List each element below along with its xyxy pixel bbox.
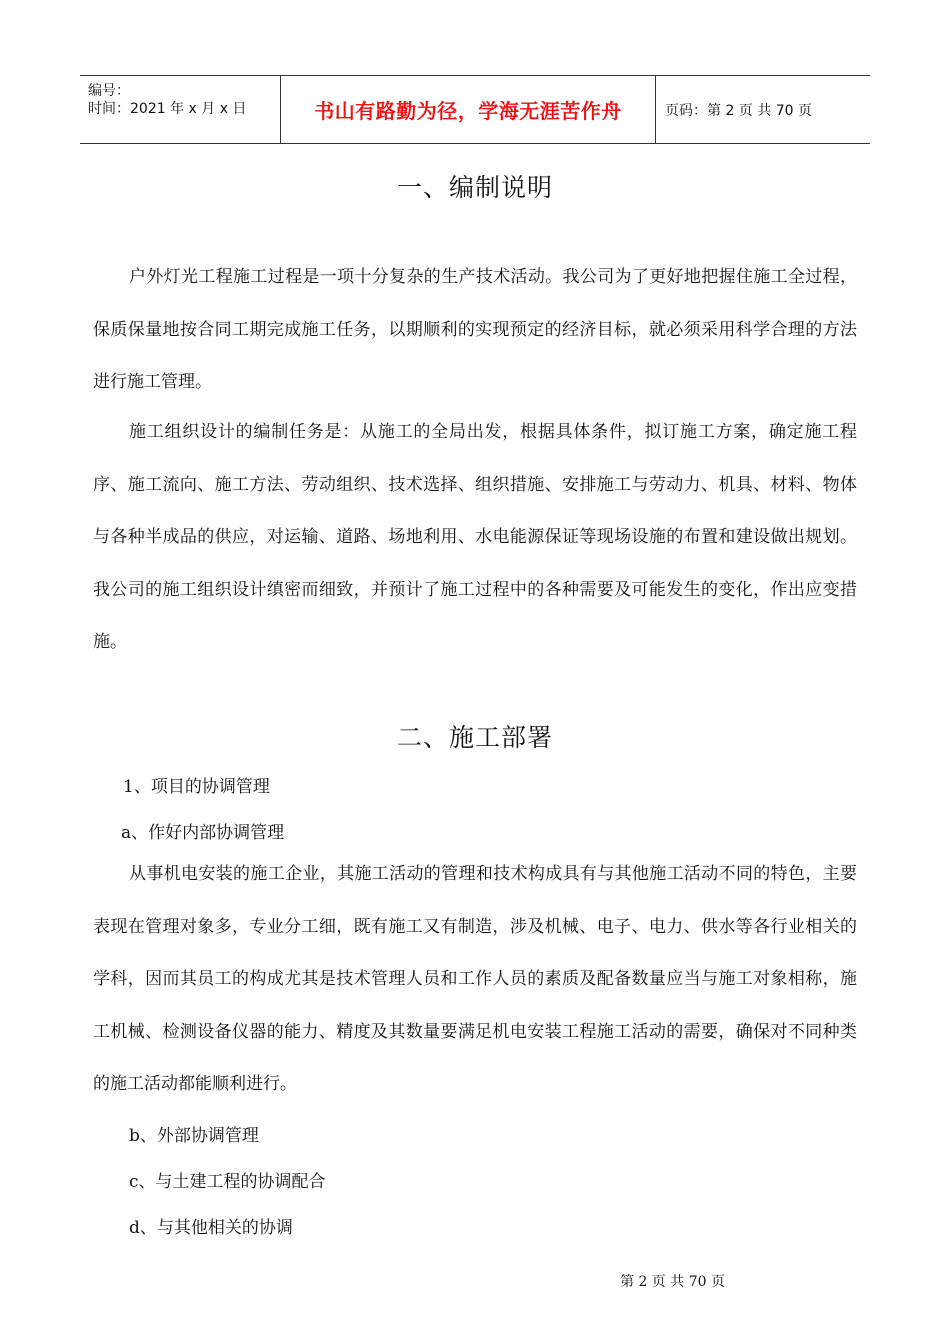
page-indicator: [665, 76, 870, 143]
page-label: 页码：第 2 页 共 70 页: [665, 102, 812, 119]
paragraph-intro: 户外灯光工程施工过程是一项十分复杂的生产技术活动。我公司为了更好地把握住施工全过程，保质保量地按合同工期完成施工任务，以期顺利的实现预定的经济目标，就必须采用科学合理的方法进行施工管理。: [93, 267, 857, 392]
item-d: d、与其他相关的协调: [129, 1218, 293, 1238]
paragraph-tasks: 施工组织设计的编制任务是：从施工的全局出发，根据具体条件，拟订施工方案，确定施工程序、施工流向、施工方法、劳动组织、技术选择、组织措施、安排施工与劳动力、机具、材料、物体与各种半成品的供应，对运输、道路、场地利用、水电能源保证等现场设施的布置和建设做出规划。我公司的施工组织设计缜密而细致，并预计了施工过程中的各种需要及可能发生的变化，作出应变措施。: [93, 422, 857, 652]
paragraph-internal-coordination: 从事机电安装的施工企业，其施工活动的管理和技术构成具有与其他施工活动不同的特色，主要表现在管理对象多，专业分工细，既有施工又有制造，涉及机械、电子、电力、供水等各行业相关的学科，因而其员工的构成尤其是技术管理人员和工作人员的素质及配备数量应当与施工对象相称，施工机械、检测设备仪器的能力、精度及其数量要满足机电安装工程施工活动的需要，确保对不同种类的施工活动都能顺利进行。: [93, 864, 857, 1094]
item-b: b、外部协调管理: [129, 1126, 259, 1146]
number-label: 编号：: [88, 83, 130, 99]
item-a: a、作好内部协调管理: [121, 823, 285, 843]
page-header: [80, 75, 870, 144]
section-title-2: 二、施工部署: [396, 723, 553, 752]
page-footer: 第 2 页 共 70 页: [620, 1274, 725, 1290]
time-label: 时间：2021 年 x 月 x 日: [88, 101, 247, 117]
header-meta-cell: [80, 76, 281, 143]
section-title-1: 一、编制说明: [396, 173, 553, 202]
item-c: c、与土建工程的协调配合: [129, 1172, 326, 1192]
motto: 书山有路勤为径，学海无涯苦作舟: [281, 76, 656, 143]
item-1: 1、项目的协调管理: [123, 777, 270, 797]
